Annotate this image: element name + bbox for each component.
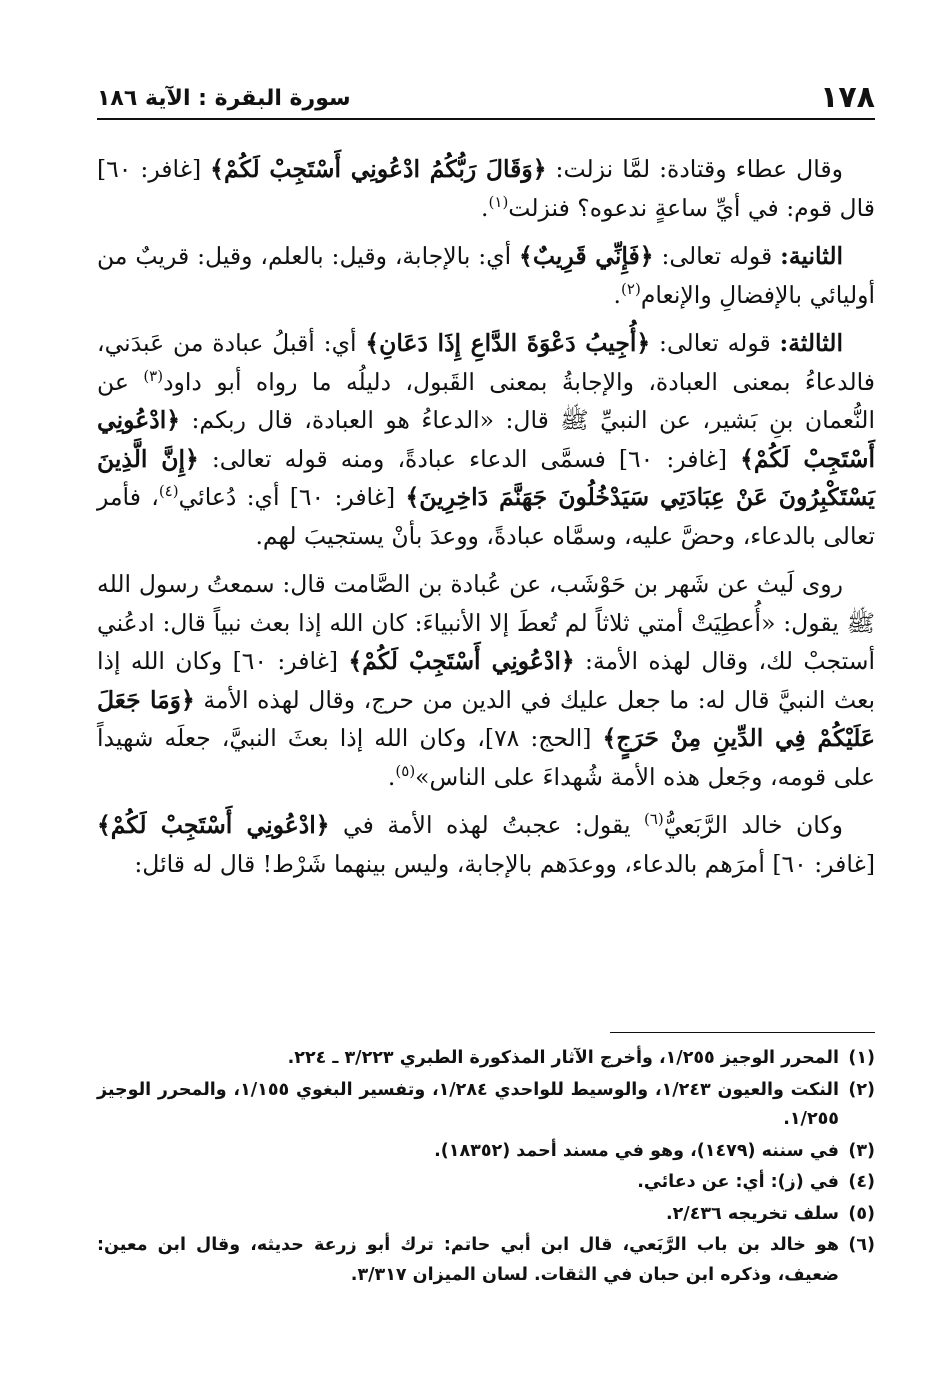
text-span: . <box>613 280 622 309</box>
quran-verse: ﴿ادْعُونِي أَسْتَجِبْ لَكُمْ﴾ <box>97 811 330 839</box>
footnote <box>97 1044 875 1074</box>
text-span: [غافر: ٦٠] قال قوم: في أيِّ ساعةٍ ندعوه؟ فنزلت <box>97 155 875 222</box>
quran-verse: ﴿ادْعُونِي أَسْتَجِبْ لَكُمْ﴾ <box>97 406 875 473</box>
text-span: [غافر: ٦٠] أي: دُعائي <box>178 483 406 511</box>
quran-verse: ﴿أُجِيبُ دَعْوَةَ الدَّاعِ إِذَا دَعَانِ﴾ <box>365 329 651 357</box>
section-lead: الثالثة: <box>779 329 843 357</box>
footnote <box>97 1168 875 1198</box>
paragraph-4 <box>97 565 875 796</box>
page-number: ١٧٨ <box>820 80 875 115</box>
footnote-ref: (٥) <box>395 761 416 780</box>
quran-verse: ﴿ادْعُونِي أَسْتَجِبْ لَكُمْ﴾ <box>348 647 575 675</box>
paragraph-1 <box>97 150 875 227</box>
footnote-ref: (٦) <box>643 810 664 828</box>
text-span: [غافر: ٦٠] فسمَّى الدعاء عبادةً، ومنه قوله تعالى: <box>198 444 741 473</box>
footnote-divider <box>610 1032 875 1033</box>
footnote-ref: (١) <box>488 192 509 211</box>
text-span: وقال عطاء وقتادة: لمَّا نزلت: <box>546 155 843 183</box>
footnote-number: (٦) <box>848 1235 875 1255</box>
footnotes <box>97 1044 875 1292</box>
footnote-number: (٥) <box>848 1203 875 1224</box>
footnote-text: في (ز): أي: عن دعائي. <box>637 1172 839 1192</box>
page-header <box>97 78 875 120</box>
text-span: قوله تعالى: <box>653 242 781 270</box>
paragraph-2 <box>97 237 875 314</box>
text-span: . <box>481 193 489 222</box>
text-span: ، فأمر تعالى بالدعاء، وحضَّ عليه، وسمَّاه عبادةً، ووعدَ بأنْ يستجيبَ لهم. <box>97 483 875 550</box>
text-span: أي: أقبلُ عبادة من عَبدَني، فالدعاءُ بمعنى العبادة، والإجابةُ بمعنى القَبول، دليلُه ما رواه أبو داود <box>97 329 875 396</box>
footnote-ref: (٤) <box>158 482 179 500</box>
footnote <box>97 1200 875 1230</box>
quran-verse: ﴿وَمَا جَعَلَ عَلَيْكُمْ فِي الدِّينِ مِنْ حَرَجٍ﴾ <box>97 685 875 752</box>
text-span: وكان خالد الرَّبَعيُّ <box>663 811 843 839</box>
footnote <box>97 1231 875 1290</box>
quran-verse: ﴿إِنَّ الَّذِينَ يَسْتَكْبِرُونَ عَنْ عِبَادَتِي سَيَدْخُلُونَ جَهَنَّمَ دَاخِرِينَ﴾ <box>97 444 875 511</box>
footnote <box>97 1076 875 1135</box>
text-span: روى لَيث عن شَهر بن حَوْشَب، عن عُبادة بن الصَّامت قال: سمعتُ رسول الله ﷺ يقول: «أُعطِيَتْ أمتي ثلاثاً لم تُعطَ إلا الأنبياءَ: كان الله إذا بعث نبياً قال: ادعُني أستجبْ لك، وقال لهذه الأمة: <box>97 570 875 675</box>
text-span: [غافر: ٦٠] أمرَهم بالدعاء، ووعدَهم بالإجابة، وليس بينهما شَرْط! قال له قائل: <box>134 849 875 878</box>
footnote-ref: (٣) <box>143 366 164 385</box>
footnote-ref: (٢) <box>621 279 641 298</box>
text-span: أي: بالإجابة، وقيل: بالعلم، وقيل: قريبٌ من أوليائي بالإفضالِ والإنعام <box>97 242 875 309</box>
footnote-text: سلف تخريجه ٢/٤٣٦. <box>665 1203 839 1224</box>
paragraph-3 <box>97 324 875 555</box>
footnote-text: المحرر الوجيز ١/٢٥٥، وأخرج الآثار المذكورة الطبري ٣/٢٢٣ ـ ٢٢٤. <box>287 1048 839 1068</box>
text-span: [الحج: ٧٨]، وكان الله إذا بعثَ النبيَّ، جعلَه شهيداً على قومه، وجَعل هذه الأمة شُهداءَ على الناس» <box>97 724 875 791</box>
paragraph-5 <box>97 806 875 883</box>
footnote-text: في سننه (١٤٧٩)، وهو في مسند أحمد (١٨٣٥٢). <box>434 1140 839 1161</box>
footnote-text: هو خالد بن باب الرَّبَعي، قال ابن أبي حاتم: ترك أبو زرعة حديثه، وقال ابن معين: ضعيف، وذكره ابن حبان في الثقات. لسان الميزان ٣/٣١٧. <box>97 1235 839 1285</box>
text-span: . <box>387 762 396 791</box>
footnote-number: (١) <box>848 1048 875 1068</box>
footnote-text: النكت والعيون ١/٢٤٣، والوسيط للواحدي ١/٢٨٤، وتفسير البغوي ١/١٥٥، والمحرر الوجيز ١/٢٥٥. <box>97 1079 839 1129</box>
text-span: [غافر: ٦٠] وكان الله إذا بعث النبيَّ قال له: ما جعل عليك في الدين من حرج، وقال لهذه الأمة <box>97 647 875 714</box>
section-lead: الثانية: <box>780 242 844 270</box>
text-span: يقول: عجبتُ لهذه الأمة في <box>329 811 644 839</box>
running-title: سورة البقرة : الآية ١٨٦ <box>97 86 351 111</box>
footnote-number: (٤) <box>848 1172 875 1192</box>
text-span: قوله تعالى: <box>650 329 780 357</box>
quran-verse: ﴿وَقَالَ رَبُّكُمُ ادْعُونِي أَسْتَجِبْ لَكُمْ﴾ <box>210 155 547 183</box>
footnote-number: (٣) <box>848 1140 875 1161</box>
quran-verse: ﴿فَإِنِّي قَرِيبٌ﴾ <box>519 242 654 270</box>
footnote <box>97 1137 875 1167</box>
footnote-number: (٢) <box>848 1079 875 1100</box>
text-span: عن النُّعمان بنِ بَشير، عن النبيِّ ﷺ قال: «الدعاءُ هو العبادة، قال ربكم: <box>97 367 875 434</box>
main-text <box>97 150 875 893</box>
